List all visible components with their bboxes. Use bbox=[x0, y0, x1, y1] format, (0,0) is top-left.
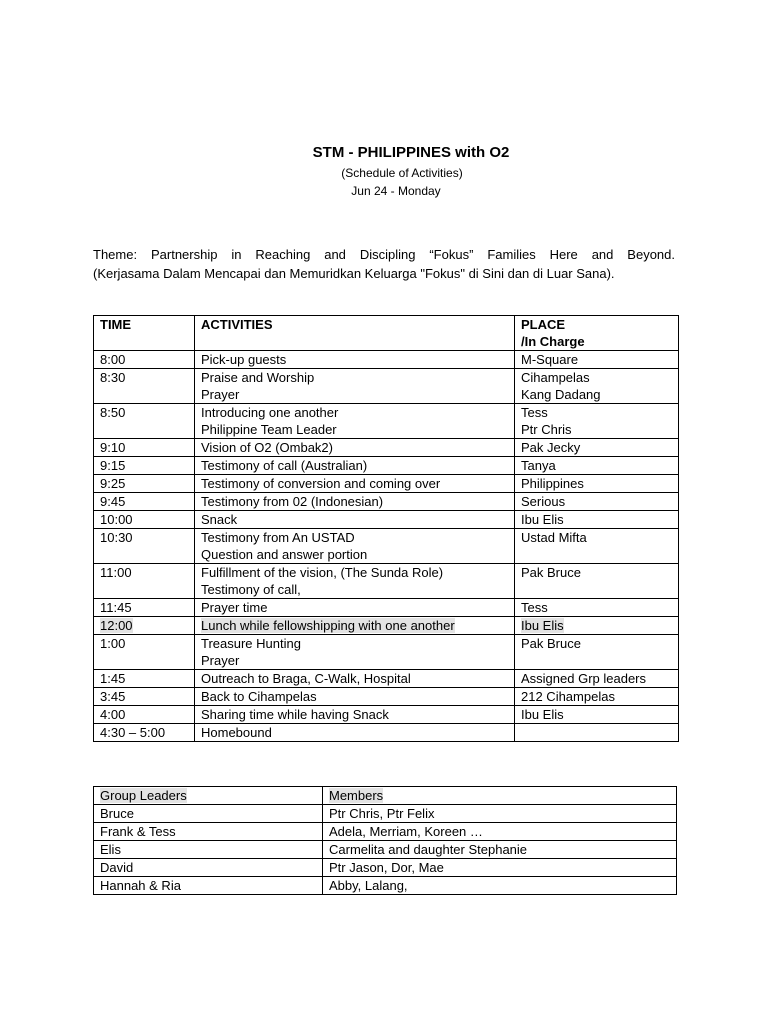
row-time bbox=[94, 369, 195, 404]
row-activity-line bbox=[201, 457, 508, 474]
row-time-text: 10:30 bbox=[100, 530, 133, 545]
row-time-text: 8:00 bbox=[100, 352, 126, 367]
group-members: Abby, Lalang, bbox=[323, 877, 677, 895]
row-activity-text: Lunch while fellowshipping with one another bbox=[201, 618, 455, 633]
row-time-text: 1:45 bbox=[100, 671, 126, 686]
row-place-line bbox=[521, 369, 672, 386]
row-activity-text: Snack bbox=[201, 512, 238, 527]
document-date: Jun 24 - Monday bbox=[351, 184, 441, 198]
row-activity-text: Back to Cihampelas bbox=[201, 689, 317, 704]
row-place-line bbox=[521, 404, 672, 421]
theme-line-indonesian: (Kerjasama Dalam Mencapai dan Memuridkan Keluarga "Fokus" di Sini dan di Luar Sana). bbox=[93, 266, 615, 281]
row-time bbox=[94, 599, 195, 617]
schedule-table bbox=[93, 315, 679, 742]
row-activity-text: Question and answer portion bbox=[201, 547, 368, 562]
row-time bbox=[94, 511, 195, 529]
row-activity-text: Vision of O2 (Ombak2) bbox=[201, 440, 333, 455]
row-time-text: 4:00 bbox=[100, 707, 126, 722]
row-time-text: 8:50 bbox=[100, 405, 126, 420]
row-activity-text: Philippine Team Leader bbox=[201, 422, 337, 437]
schedule-row bbox=[94, 475, 679, 493]
row-activity-text: Praise and Worship bbox=[201, 370, 315, 385]
row-activity-line bbox=[201, 599, 508, 616]
row-place-line bbox=[521, 688, 672, 705]
row-place-line bbox=[521, 724, 672, 741]
row-time-text: 9:45 bbox=[100, 494, 126, 509]
row-activity-line bbox=[201, 529, 508, 546]
row-time-text: 9:15 bbox=[100, 458, 126, 473]
row-place-line bbox=[521, 599, 672, 616]
row-activity-line bbox=[201, 404, 508, 421]
row-activity-text: Testimony from An USTAD bbox=[201, 530, 355, 545]
header-group-leaders bbox=[94, 787, 323, 805]
group-leaders-table bbox=[93, 786, 677, 895]
row-activity-line bbox=[201, 724, 508, 741]
row-activity-text: Introducing one another bbox=[201, 405, 339, 420]
row-activity bbox=[195, 511, 515, 529]
row-time-text: 10:00 bbox=[100, 512, 133, 527]
group-members: Carmelita and daughter Stephanie bbox=[323, 841, 677, 859]
row-place bbox=[515, 493, 679, 511]
row-activity-line bbox=[201, 421, 508, 438]
document-title: STM - PHILIPPINES with O2 bbox=[312, 144, 510, 161]
schedule-header-row bbox=[94, 316, 679, 351]
row-activity-text: Testimony of call (Australian) bbox=[201, 458, 368, 473]
row-place bbox=[515, 564, 679, 599]
row-place-text: Philippines bbox=[521, 476, 584, 491]
row-place-text: Serious bbox=[521, 494, 566, 509]
row-activity bbox=[195, 457, 515, 475]
group-row bbox=[94, 859, 677, 877]
row-activity-text: Homebound bbox=[201, 725, 272, 740]
row-place bbox=[515, 706, 679, 724]
row-activity-text: Fulfillment of the vision, (The Sunda Role) bbox=[201, 565, 444, 580]
schedule-row bbox=[94, 351, 679, 369]
row-place-line bbox=[521, 351, 672, 368]
row-time bbox=[94, 475, 195, 493]
row-place-line bbox=[521, 457, 672, 474]
document-subtitle: (Schedule of Activities) bbox=[341, 166, 463, 180]
theme-line-english: Theme: Partnership in Reaching and Discipling “Fokus” Families Here and Beyond. bbox=[93, 247, 675, 262]
row-place bbox=[515, 457, 679, 475]
row-time-text: 8:30 bbox=[100, 370, 126, 385]
row-place-text: Pak Jecky bbox=[521, 440, 581, 455]
row-time-text: 11:45 bbox=[100, 600, 132, 615]
row-place-text: Assigned Grp leaders bbox=[521, 671, 647, 686]
header-members-text: Members bbox=[329, 788, 384, 803]
row-place-line bbox=[521, 421, 672, 438]
row-activity-text: Pick-up guests bbox=[201, 352, 287, 367]
row-activity bbox=[195, 617, 515, 635]
row-activity-line bbox=[201, 369, 508, 386]
row-activity-text: Testimony of conversion and coming over bbox=[201, 476, 441, 491]
row-activity-line bbox=[201, 493, 508, 510]
row-place bbox=[515, 617, 679, 635]
row-place bbox=[515, 475, 679, 493]
schedule-row bbox=[94, 670, 679, 688]
row-place bbox=[515, 529, 679, 564]
row-activity bbox=[195, 351, 515, 369]
row-time-text: 3:45 bbox=[100, 689, 126, 704]
row-activity bbox=[195, 670, 515, 688]
schedule-row bbox=[94, 457, 679, 475]
row-place-line bbox=[521, 475, 672, 492]
row-activity-line bbox=[201, 351, 508, 368]
row-place bbox=[515, 724, 679, 742]
row-activity bbox=[195, 688, 515, 706]
group-members: Adela, Merriam, Koreen … bbox=[323, 823, 677, 841]
row-time bbox=[94, 724, 195, 742]
row-activity bbox=[195, 564, 515, 599]
row-place-line bbox=[521, 706, 672, 723]
row-activity-text: Treasure Hunting bbox=[201, 636, 301, 651]
row-place bbox=[515, 635, 679, 670]
row-time-text: 12:00 bbox=[100, 618, 133, 633]
schedule-row bbox=[94, 724, 679, 742]
row-time bbox=[94, 404, 195, 439]
row-place-text: Ustad Mifta bbox=[521, 530, 587, 545]
row-activity-text: Testimony of call, bbox=[201, 582, 301, 597]
row-activity-text: Prayer time bbox=[201, 600, 268, 615]
row-time bbox=[94, 564, 195, 599]
header-group-leaders-text: Group Leaders bbox=[100, 788, 187, 803]
row-activity bbox=[195, 493, 515, 511]
row-time-text: 4:30 – 5:00 bbox=[100, 725, 166, 740]
row-time-text: 9:10 bbox=[100, 440, 126, 455]
row-place-line bbox=[521, 439, 672, 456]
row-place-line bbox=[521, 670, 672, 687]
row-activity bbox=[195, 529, 515, 564]
row-place bbox=[515, 670, 679, 688]
header-activities: ACTIVITIES bbox=[195, 316, 515, 351]
row-place-line bbox=[521, 617, 672, 634]
row-time bbox=[94, 351, 195, 369]
schedule-row bbox=[94, 493, 679, 511]
row-activity-line bbox=[201, 688, 508, 705]
header-place-line2: /In Charge bbox=[521, 334, 585, 349]
row-activity-line bbox=[201, 511, 508, 528]
row-activity bbox=[195, 439, 515, 457]
row-activity-text: Sharing time while having Snack bbox=[201, 707, 389, 722]
schedule-row bbox=[94, 564, 679, 599]
group-leader: David bbox=[94, 859, 323, 877]
group-leader: Bruce bbox=[94, 805, 323, 823]
header-time: TIME bbox=[94, 316, 195, 351]
row-place-text: Ibu Elis bbox=[521, 512, 564, 527]
row-activity bbox=[195, 724, 515, 742]
group-row bbox=[94, 823, 677, 841]
row-place bbox=[515, 599, 679, 617]
row-place-text: Pak Bruce bbox=[521, 636, 581, 651]
row-activity-line bbox=[201, 706, 508, 723]
row-place-text: M-Square bbox=[521, 352, 579, 367]
group-members: Ptr Chris, Ptr Felix bbox=[323, 805, 677, 823]
row-place-text: Tess bbox=[521, 405, 548, 420]
row-place-line bbox=[521, 386, 672, 403]
row-time bbox=[94, 688, 195, 706]
row-time bbox=[94, 706, 195, 724]
schedule-row bbox=[94, 369, 679, 404]
row-activity-text: Testimony from 02 (Indonesian) bbox=[201, 494, 384, 509]
row-activity-line bbox=[201, 581, 508, 598]
row-activity bbox=[195, 404, 515, 439]
row-place bbox=[515, 688, 679, 706]
row-place-text: Cihampelas bbox=[521, 370, 590, 385]
row-place-line bbox=[521, 529, 672, 546]
row-activity-line bbox=[201, 635, 508, 652]
schedule-row bbox=[94, 617, 679, 635]
row-time bbox=[94, 493, 195, 511]
row-activity-line bbox=[201, 439, 508, 456]
row-place-text: Ptr Chris bbox=[521, 422, 572, 437]
row-time bbox=[94, 529, 195, 564]
group-leader: Hannah & Ria bbox=[94, 877, 323, 895]
schedule-row bbox=[94, 511, 679, 529]
row-time bbox=[94, 635, 195, 670]
group-row bbox=[94, 841, 677, 859]
group-row bbox=[94, 877, 677, 895]
row-time bbox=[94, 457, 195, 475]
row-activity bbox=[195, 475, 515, 493]
row-activity-line bbox=[201, 617, 508, 634]
schedule-row bbox=[94, 439, 679, 457]
row-time-text: 11:00 bbox=[100, 565, 132, 580]
row-place-text: Ibu Elis bbox=[521, 707, 564, 722]
group-row bbox=[94, 805, 677, 823]
row-place bbox=[515, 404, 679, 439]
row-place-line bbox=[521, 493, 672, 510]
row-place-line bbox=[521, 635, 672, 652]
row-activity-line bbox=[201, 652, 508, 669]
row-place-text: Pak Bruce bbox=[521, 565, 581, 580]
groups-header-row bbox=[94, 787, 677, 805]
row-place-line bbox=[521, 511, 672, 528]
schedule-row bbox=[94, 599, 679, 617]
group-members: Ptr Jason, Dor, Mae bbox=[323, 859, 677, 877]
row-place-text: Tanya bbox=[521, 458, 556, 473]
row-place-text: 212 Cihampelas bbox=[521, 689, 615, 704]
row-time bbox=[94, 670, 195, 688]
row-activity bbox=[195, 369, 515, 404]
row-activity-line bbox=[201, 475, 508, 492]
row-activity-line bbox=[201, 386, 508, 403]
row-activity-text: Prayer bbox=[201, 387, 240, 402]
row-place-text: Kang Dadang bbox=[521, 387, 601, 402]
row-activity bbox=[195, 706, 515, 724]
row-place bbox=[515, 351, 679, 369]
row-activity-line bbox=[201, 564, 508, 581]
group-leader: Elis bbox=[94, 841, 323, 859]
row-place bbox=[515, 439, 679, 457]
row-place-text: Tess bbox=[521, 600, 548, 615]
theme-paragraph bbox=[93, 245, 675, 283]
row-time bbox=[94, 439, 195, 457]
row-activity bbox=[195, 599, 515, 617]
row-place-line bbox=[521, 564, 672, 581]
row-time-text: 1:00 bbox=[100, 636, 126, 651]
schedule-row bbox=[94, 635, 679, 670]
group-leader: Frank & Tess bbox=[94, 823, 323, 841]
row-activity-line bbox=[201, 546, 508, 563]
schedule-row bbox=[94, 688, 679, 706]
row-activity-line bbox=[201, 670, 508, 687]
row-activity-text: Outreach to Braga, C-Walk, Hospital bbox=[201, 671, 411, 686]
row-place bbox=[515, 369, 679, 404]
row-place bbox=[515, 511, 679, 529]
row-time bbox=[94, 617, 195, 635]
row-activity bbox=[195, 635, 515, 670]
schedule-row bbox=[94, 706, 679, 724]
row-activity-text: Prayer bbox=[201, 653, 240, 668]
schedule-row bbox=[94, 404, 679, 439]
header-members bbox=[323, 787, 677, 805]
row-place-text: Ibu Elis bbox=[521, 618, 564, 633]
row-time-text: 9:25 bbox=[100, 476, 126, 491]
schedule-row bbox=[94, 529, 679, 564]
header-place bbox=[515, 316, 679, 351]
header-place-line1: PLACE bbox=[521, 317, 566, 332]
